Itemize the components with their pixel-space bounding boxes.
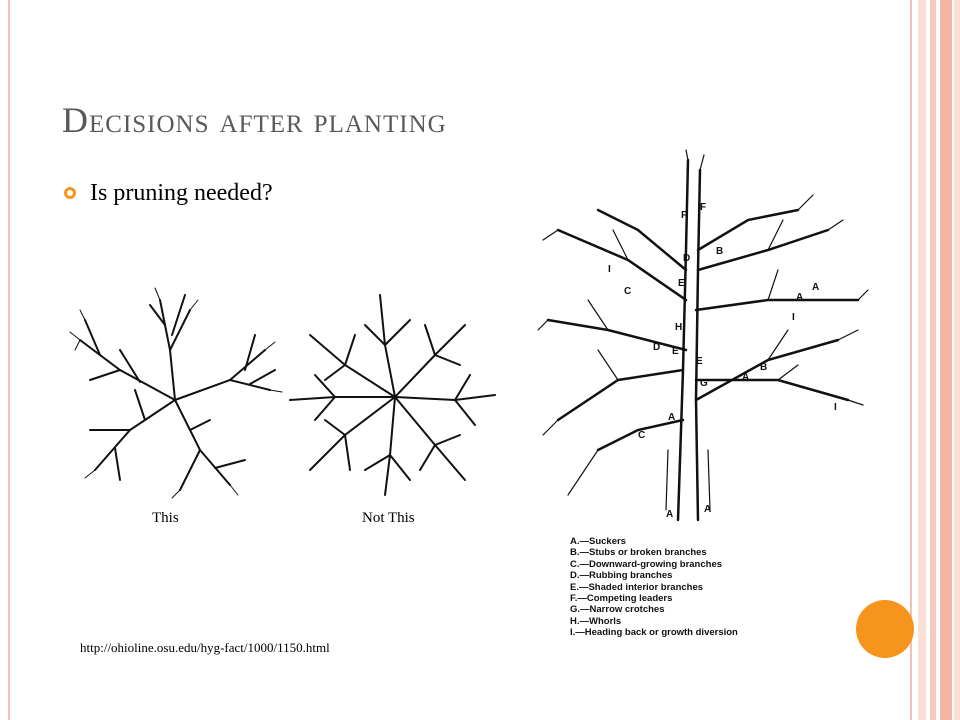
slide-title: Decisions after planting [62, 100, 447, 140]
svg-text:E: E [696, 356, 703, 367]
tree-top-view-bad [285, 285, 500, 500]
svg-text:D: D [683, 253, 691, 264]
svg-text:A: A [812, 282, 820, 293]
svg-text:A: A [742, 372, 750, 383]
svg-text:C: C [624, 286, 632, 297]
svg-text:A: A [666, 509, 674, 520]
svg-text:B: B [716, 246, 724, 257]
legend-item: F.—Competing leaders [570, 593, 673, 605]
decor-stripe [954, 0, 960, 720]
pruning-tree-diagram [538, 150, 878, 530]
legend-item: C.—Downward-growing branches [570, 558, 723, 570]
svg-text:I: I [834, 402, 837, 413]
svg-text:H: H [675, 322, 683, 333]
svg-text:E: E [672, 346, 679, 357]
svg-text:A: A [668, 412, 676, 423]
bullet-text: Is pruning needed? [90, 180, 273, 206]
legend-item: B.—Stubs or broken branches [570, 547, 707, 559]
pruning-legend [570, 536, 738, 639]
tree-top-view-good [60, 280, 290, 500]
svg-text:D: D [653, 342, 661, 353]
legend-item: A.—Suckers [570, 536, 626, 547]
svg-text:E: E [678, 278, 685, 289]
decor-stripe [918, 0, 926, 720]
decor-orange-circle [856, 600, 914, 658]
label-this: This [152, 510, 179, 526]
svg-text:A: A [704, 504, 712, 515]
legend-item: E.—Shaded interior branches [570, 581, 704, 593]
svg-text:B: B [760, 362, 768, 373]
svg-text:F: F [681, 210, 688, 221]
decor-stripe [940, 0, 952, 720]
tree-letter-markers [608, 202, 837, 520]
legend-item: I.—Heading back or growth diversion [570, 627, 738, 639]
label-not-this: Not This [362, 510, 415, 526]
svg-text:I: I [792, 312, 795, 323]
legend-item: D.—Rubbing branches [570, 570, 673, 582]
svg-text:A: A [796, 292, 804, 303]
svg-text:G: G [700, 378, 708, 389]
source-link[interactable]: http://ohioline.osu.edu/hyg-fact/1000/1150.html [80, 640, 330, 655]
bullet-item [64, 178, 273, 208]
decor-stripe [930, 0, 936, 720]
svg-text:I: I [608, 264, 611, 275]
legend-item: G.—Narrow crotches [570, 604, 665, 616]
bullet-circle-icon [64, 187, 76, 199]
legend-item: H.—Whorls [570, 615, 622, 627]
svg-text:F: F [700, 202, 707, 213]
svg-text:C: C [638, 430, 646, 441]
